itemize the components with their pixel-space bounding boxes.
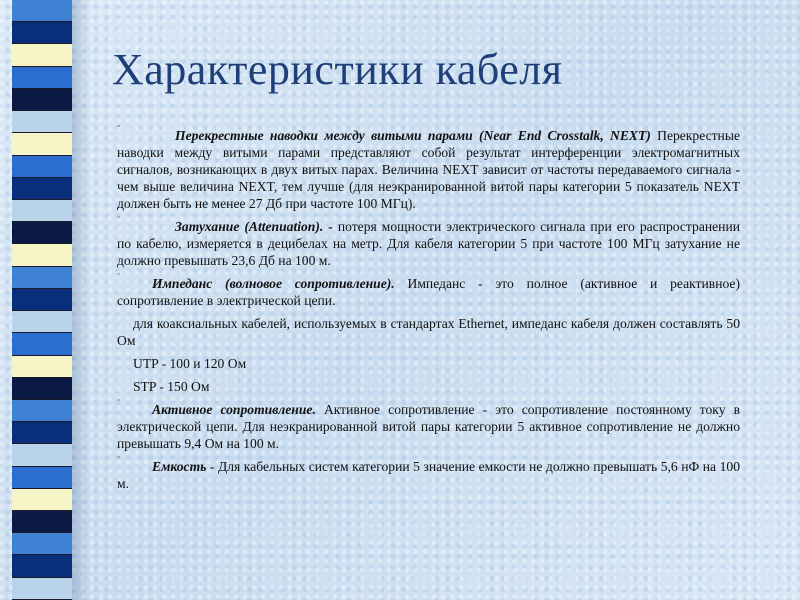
bullet-icon: ¨ bbox=[117, 455, 121, 466]
paragraph-capacity bbox=[117, 455, 740, 492]
paragraph-resistance bbox=[117, 398, 741, 452]
paragraph-attenuation bbox=[117, 215, 740, 269]
stripe-segment bbox=[12, 311, 72, 333]
stripe-segment bbox=[12, 400, 72, 422]
stripe-segment bbox=[12, 44, 72, 66]
stripe-segment bbox=[12, 333, 72, 355]
capacity-text: - Для кабельных систем категории 5 значение емкости не должно превышать 5,6 нФ на 100 м. bbox=[117, 459, 740, 491]
next-heading: Перекрестные наводки между витыми парами (Near End Crosstalk, NEXT) bbox=[175, 128, 651, 143]
resistance-heading: Активное сопротивление. bbox=[152, 402, 316, 417]
stripe-segment bbox=[12, 244, 72, 266]
stripe-segment bbox=[12, 0, 72, 22]
stripe-shadow bbox=[72, 0, 90, 600]
stripe-segment bbox=[12, 133, 72, 155]
next-text: Перекрестные наводки между витыми парами представляют собой результат интерференции электромагнитных сигналов, возникающих в двух витых парах. Величина NEXT зависит от частоты передаваемого сигнала - чем выше величина NEXT, тем лучше (для неэкранированной витой пары категории 5 показатель NEXT должен быть не менее 27 Дб при частоте 100 МГц). bbox=[117, 128, 740, 211]
stripe-segment bbox=[12, 378, 72, 400]
impedance-text: Импеданс - это полное (активное и реактивное) сопротивление в электрической цепи. bbox=[117, 276, 740, 308]
stripe-segment bbox=[12, 22, 72, 44]
stripe-segment bbox=[12, 467, 72, 489]
stripe-segment bbox=[12, 489, 72, 511]
impedance-heading: Импеданс (волновое сопротивление). bbox=[152, 276, 395, 291]
slide-title: Характеристики кабеля bbox=[112, 45, 563, 94]
stripe-segment bbox=[12, 578, 72, 600]
stripe-segment bbox=[12, 156, 72, 178]
stripe-segment bbox=[12, 289, 72, 311]
decorative-stripe-bar bbox=[12, 0, 72, 600]
utp-line: UTP - 100 и 120 Ом bbox=[133, 356, 247, 371]
attenuation-heading: Затухание (Attenuation). - bbox=[175, 219, 333, 234]
bullet-icon: ¨ bbox=[117, 272, 121, 283]
bullet-icon: ¨ bbox=[117, 124, 121, 135]
stripe-segment bbox=[12, 111, 72, 133]
stripe-segment bbox=[12, 533, 72, 555]
stripe-segment bbox=[12, 89, 72, 111]
stp-line: STP - 150 Ом bbox=[133, 379, 210, 394]
bullet-icon: ¨ bbox=[117, 215, 121, 226]
stripe-segment bbox=[12, 511, 72, 533]
capacity-heading: Емкость bbox=[152, 459, 207, 474]
paragraph-next bbox=[117, 124, 740, 212]
stripe-segment bbox=[12, 555, 72, 577]
paragraph-coax bbox=[117, 315, 740, 349]
bullet-icon: ¨ bbox=[117, 398, 121, 409]
stripe-segment bbox=[12, 222, 72, 244]
stripe-segment bbox=[12, 356, 72, 378]
coax-text: для коаксиальных кабелей, используемых в стандартах Ethernet, импеданс кабеля должен составлять 50 Ом bbox=[117, 316, 740, 348]
stripe-segment bbox=[12, 67, 72, 89]
attenuation-text: потеря мощности электрического сигнала при его распространении по кабелю, измеряется в децибелах на метр. Для кабеля категории 5 при частоте 100 МГц затухание не должно превышать 23,6 Дб на 100 м. bbox=[117, 219, 740, 268]
paragraph-impedance bbox=[117, 272, 740, 309]
stripe-segment bbox=[12, 178, 72, 200]
slide-body bbox=[117, 124, 741, 498]
resistance-text: Активное сопротивление - это сопротивление постоянному току в электрической цепи. Для неэкранированной витой пары категории 5 активное сопротивление не должно превышать 9,4 Ом на 100 м. bbox=[117, 402, 741, 451]
stripe-segment bbox=[12, 422, 72, 444]
stripe-segment bbox=[12, 200, 72, 222]
stripe-segment bbox=[12, 267, 72, 289]
stripe-segment bbox=[12, 444, 72, 466]
